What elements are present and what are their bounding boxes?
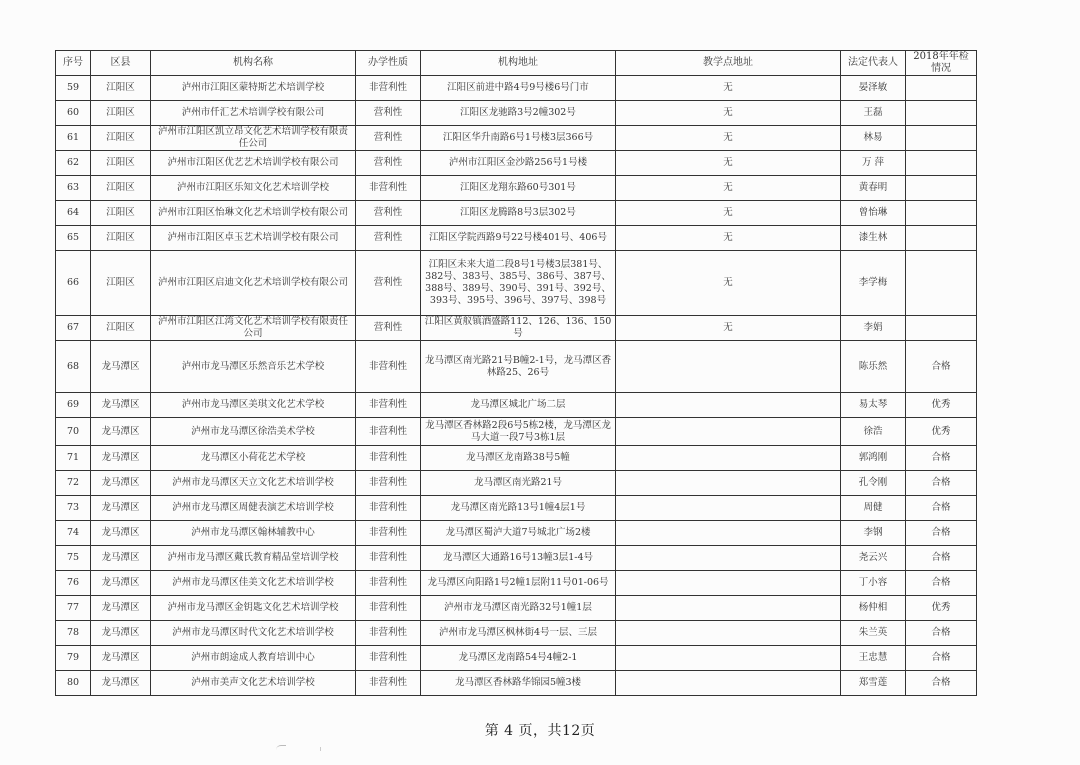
table-row bbox=[56, 596, 977, 621]
table-row bbox=[56, 126, 977, 151]
header-legal-rep: 法定代表人 bbox=[841, 51, 906, 76]
row-annual-check: 优秀 bbox=[906, 596, 977, 621]
row-nature: 营利性 bbox=[356, 251, 421, 316]
row-teaching-site: 无 bbox=[616, 126, 841, 151]
table-row bbox=[56, 316, 977, 341]
row-teaching-site bbox=[616, 418, 841, 446]
row-nature: 非营利性 bbox=[356, 546, 421, 571]
table-row bbox=[56, 546, 977, 571]
row-nature: 营利性 bbox=[356, 101, 421, 126]
row-legal-rep: 李娟 bbox=[841, 316, 906, 341]
table-header-row bbox=[56, 51, 977, 76]
row-teaching-site: 无 bbox=[616, 251, 841, 316]
row-address: 龙马潭区香林路2段6号5栋2楼，龙马潭区龙马大道一段7号3栋1层 bbox=[421, 418, 616, 446]
row-address: 江阳区前进中路4号9号楼6号门市 bbox=[421, 76, 616, 101]
row-no: 65 bbox=[56, 226, 91, 251]
row-district: 江阳区 bbox=[91, 251, 151, 316]
row-org-name: 泸州市龙马潭区戴氏教育精品堂培训学校 bbox=[151, 546, 356, 571]
row-nature: 非营利性 bbox=[356, 393, 421, 418]
row-district: 龙马潭区 bbox=[91, 496, 151, 521]
row-org-name: 泸州市朗途成人教育培训中心 bbox=[151, 646, 356, 671]
header-district: 区县 bbox=[91, 51, 151, 76]
row-teaching-site bbox=[616, 521, 841, 546]
table-row bbox=[56, 201, 977, 226]
table-row bbox=[56, 393, 977, 418]
row-district: 龙马潭区 bbox=[91, 418, 151, 446]
row-teaching-site bbox=[616, 546, 841, 571]
row-annual-check bbox=[906, 76, 977, 101]
table-row bbox=[56, 341, 977, 393]
row-no: 61 bbox=[56, 126, 91, 151]
row-annual-check: 优秀 bbox=[906, 418, 977, 446]
row-teaching-site bbox=[616, 646, 841, 671]
row-address: 江阳区华升南路6号1号楼3层366号 bbox=[421, 126, 616, 151]
row-annual-check bbox=[906, 226, 977, 251]
header-org-name: 机构名称 bbox=[151, 51, 356, 76]
table-row bbox=[56, 101, 977, 126]
row-address: 龙马潭区南光路21号B幢2-1号，龙马潭区香林路25、26号 bbox=[421, 341, 616, 393]
header-nature: 办学性质 bbox=[356, 51, 421, 76]
row-annual-check bbox=[906, 101, 977, 126]
row-legal-rep: 陈乐然 bbox=[841, 341, 906, 393]
table-row bbox=[56, 251, 977, 316]
row-district: 龙马潭区 bbox=[91, 671, 151, 696]
row-nature: 非营利性 bbox=[356, 76, 421, 101]
row-nature: 非营利性 bbox=[356, 341, 421, 393]
row-legal-rep: 王忠慧 bbox=[841, 646, 906, 671]
row-address: 龙马潭区向阳路1号2幢1层附11号01-06号 bbox=[421, 571, 616, 596]
row-org-name: 泸州市江阳区卓玉艺术培训学校有限公司 bbox=[151, 226, 356, 251]
row-no: 70 bbox=[56, 418, 91, 446]
row-legal-rep: 郭鸿刚 bbox=[841, 446, 906, 471]
row-address: 江阳区黄舣镇酒盛路112、126、136、150号 bbox=[421, 316, 616, 341]
row-legal-rep: 漆生林 bbox=[841, 226, 906, 251]
row-teaching-site: 无 bbox=[616, 151, 841, 176]
row-legal-rep: 王磊 bbox=[841, 101, 906, 126]
row-no: 72 bbox=[56, 471, 91, 496]
row-nature: 营利性 bbox=[356, 316, 421, 341]
row-district: 江阳区 bbox=[91, 201, 151, 226]
row-nature: 非营利性 bbox=[356, 646, 421, 671]
row-no: 80 bbox=[56, 671, 91, 696]
table-row bbox=[56, 226, 977, 251]
row-address: 龙马潭区蜀泸大道7号城北广场2楼 bbox=[421, 521, 616, 546]
row-district: 江阳区 bbox=[91, 101, 151, 126]
row-district: 龙马潭区 bbox=[91, 471, 151, 496]
row-teaching-site: 无 bbox=[616, 101, 841, 126]
row-address: 龙马潭区大通路16号13幢3层1-4号 bbox=[421, 546, 616, 571]
row-teaching-site bbox=[616, 671, 841, 696]
row-no: 67 bbox=[56, 316, 91, 341]
row-teaching-site bbox=[616, 341, 841, 393]
table-row bbox=[56, 176, 977, 201]
row-nature: 非营利性 bbox=[356, 521, 421, 546]
row-org-name: 泸州市江阳区凯立昂文化艺术培训学校有限责任公司 bbox=[151, 126, 356, 151]
row-annual-check bbox=[906, 151, 977, 176]
row-legal-rep: 徐浩 bbox=[841, 418, 906, 446]
row-legal-rep: 杨仲相 bbox=[841, 596, 906, 621]
row-nature: 非营利性 bbox=[356, 446, 421, 471]
row-no: 68 bbox=[56, 341, 91, 393]
row-address: 泸州市江阳区金沙路256号1号楼 bbox=[421, 151, 616, 176]
row-annual-check: 优秀 bbox=[906, 393, 977, 418]
row-address: 龙马潭区南光路21号 bbox=[421, 471, 616, 496]
row-teaching-site bbox=[616, 596, 841, 621]
row-legal-rep: 林易 bbox=[841, 126, 906, 151]
row-legal-rep: 李学梅 bbox=[841, 251, 906, 316]
header-annual-check: 2018年年检情况 bbox=[906, 51, 977, 76]
row-legal-rep: 万 萍 bbox=[841, 151, 906, 176]
row-annual-check: 合格 bbox=[906, 521, 977, 546]
row-nature: 非营利性 bbox=[356, 621, 421, 646]
row-address: 龙马潭区城北广场二层 bbox=[421, 393, 616, 418]
row-org-name: 泸州市龙马潭区乐然音乐艺术学校 bbox=[151, 341, 356, 393]
row-district: 龙马潭区 bbox=[91, 646, 151, 671]
table-row bbox=[56, 621, 977, 646]
row-org-name: 泸州市龙马潭区时代文化艺术培训学校 bbox=[151, 621, 356, 646]
row-no: 62 bbox=[56, 151, 91, 176]
row-district: 龙马潭区 bbox=[91, 446, 151, 471]
row-teaching-site: 无 bbox=[616, 176, 841, 201]
row-no: 71 bbox=[56, 446, 91, 471]
row-no: 59 bbox=[56, 76, 91, 101]
row-annual-check bbox=[906, 176, 977, 201]
row-annual-check bbox=[906, 201, 977, 226]
row-org-name: 泸州市龙马潭区周健表演艺术培训学校 bbox=[151, 496, 356, 521]
row-teaching-site: 无 bbox=[616, 201, 841, 226]
row-district: 龙马潭区 bbox=[91, 393, 151, 418]
row-address: 江阳区龙腾路8号3层302号 bbox=[421, 201, 616, 226]
row-legal-rep: 李钢 bbox=[841, 521, 906, 546]
row-org-name: 泸州市龙马潭区佳美文化艺术培训学校 bbox=[151, 571, 356, 596]
scan-artifact bbox=[276, 745, 286, 750]
row-district: 江阳区 bbox=[91, 126, 151, 151]
row-annual-check bbox=[906, 316, 977, 341]
row-address: 泸州市龙马潭区南光路32号1幢1层 bbox=[421, 596, 616, 621]
row-district: 龙马潭区 bbox=[91, 341, 151, 393]
row-org-name: 泸州市仟汇艺术培训学校有限公司 bbox=[151, 101, 356, 126]
row-nature: 非营利性 bbox=[356, 176, 421, 201]
row-district: 江阳区 bbox=[91, 151, 151, 176]
row-nature: 非营利性 bbox=[356, 418, 421, 446]
row-org-name: 泸州市江阳区优艺艺术培训学校有限公司 bbox=[151, 151, 356, 176]
row-legal-rep: 周健 bbox=[841, 496, 906, 521]
table-row bbox=[56, 521, 977, 546]
row-address: 江阳区未来大道二段8号1号楼3层381号、382号、383号、385号、386号、387号、388号、389号、390号、391号、392号、393号、395号、396号、397号、398号 bbox=[421, 251, 616, 316]
row-legal-rep: 尧云兴 bbox=[841, 546, 906, 571]
row-annual-check: 合格 bbox=[906, 471, 977, 496]
row-district: 龙马潭区 bbox=[91, 521, 151, 546]
row-district: 龙马潭区 bbox=[91, 596, 151, 621]
row-address: 江阳区龙翔东路60号301号 bbox=[421, 176, 616, 201]
row-legal-rep: 丁小容 bbox=[841, 571, 906, 596]
row-nature: 非营利性 bbox=[356, 571, 421, 596]
row-no: 76 bbox=[56, 571, 91, 596]
row-legal-rep: 郑雪莲 bbox=[841, 671, 906, 696]
row-address: 江阳区学院西路9号22号楼401号、406号 bbox=[421, 226, 616, 251]
table-row bbox=[56, 496, 977, 521]
row-org-name: 泸州市江阳区蒙特斯艺术培训学校 bbox=[151, 76, 356, 101]
table-row bbox=[56, 76, 977, 101]
row-no: 66 bbox=[56, 251, 91, 316]
row-no: 74 bbox=[56, 521, 91, 546]
row-legal-rep: 朱兰英 bbox=[841, 621, 906, 646]
registration-table bbox=[55, 50, 977, 696]
row-address: 龙马潭区南光路13号1幢4层1号 bbox=[421, 496, 616, 521]
row-address: 江阳区龙驰路3号2幢302号 bbox=[421, 101, 616, 126]
row-annual-check bbox=[906, 126, 977, 151]
row-org-name: 泸州市龙马潭区徐浩美术学校 bbox=[151, 418, 356, 446]
table-row bbox=[56, 571, 977, 596]
row-no: 79 bbox=[56, 646, 91, 671]
row-teaching-site bbox=[616, 393, 841, 418]
row-nature: 营利性 bbox=[356, 151, 421, 176]
row-no: 64 bbox=[56, 201, 91, 226]
header-teaching-site: 教学点地址 bbox=[616, 51, 841, 76]
row-district: 龙马潭区 bbox=[91, 621, 151, 646]
row-teaching-site bbox=[616, 571, 841, 596]
table-row bbox=[56, 418, 977, 446]
row-annual-check: 合格 bbox=[906, 546, 977, 571]
scan-artifact bbox=[320, 747, 321, 751]
row-org-name: 泸州市龙马潭区金钥匙文化艺术培训学校 bbox=[151, 596, 356, 621]
row-teaching-site bbox=[616, 621, 841, 646]
row-annual-check: 合格 bbox=[906, 341, 977, 393]
header-address: 机构地址 bbox=[421, 51, 616, 76]
row-legal-rep: 黄春明 bbox=[841, 176, 906, 201]
row-no: 75 bbox=[56, 546, 91, 571]
row-district: 江阳区 bbox=[91, 316, 151, 341]
row-teaching-site: 无 bbox=[616, 76, 841, 101]
row-org-name: 泸州市龙马潭区翰林辅教中心 bbox=[151, 521, 356, 546]
row-district: 江阳区 bbox=[91, 76, 151, 101]
row-annual-check: 合格 bbox=[906, 446, 977, 471]
row-teaching-site bbox=[616, 471, 841, 496]
row-address: 泸州市龙马潭区枫林街4号一层、三层 bbox=[421, 621, 616, 646]
row-annual-check: 合格 bbox=[906, 671, 977, 696]
row-org-name: 龙马潭区小荷花艺术学校 bbox=[151, 446, 356, 471]
row-nature: 营利性 bbox=[356, 201, 421, 226]
row-annual-check bbox=[906, 251, 977, 316]
row-org-name: 泸州市龙马潭区美琪文化艺术学校 bbox=[151, 393, 356, 418]
table-row bbox=[56, 671, 977, 696]
row-legal-rep: 晏泽敏 bbox=[841, 76, 906, 101]
row-no: 78 bbox=[56, 621, 91, 646]
row-no: 60 bbox=[56, 101, 91, 126]
row-no: 69 bbox=[56, 393, 91, 418]
row-no: 77 bbox=[56, 596, 91, 621]
row-address: 龙马潭区龙南路54号4幢2-1 bbox=[421, 646, 616, 671]
row-legal-rep: 曾怡琳 bbox=[841, 201, 906, 226]
row-address: 龙马潭区龙南路38号5幢 bbox=[421, 446, 616, 471]
row-address: 龙马潭区香林路华锦园5幢3楼 bbox=[421, 671, 616, 696]
row-nature: 非营利性 bbox=[356, 596, 421, 621]
row-org-name: 泸州市江阳区乐知文化艺术培训学校 bbox=[151, 176, 356, 201]
row-teaching-site bbox=[616, 496, 841, 521]
row-org-name: 泸州市美声文化艺术培训学校 bbox=[151, 671, 356, 696]
row-no: 73 bbox=[56, 496, 91, 521]
row-district: 江阳区 bbox=[91, 226, 151, 251]
row-nature: 营利性 bbox=[356, 226, 421, 251]
row-org-name: 泸州市龙马潭区天立文化艺术培训学校 bbox=[151, 471, 356, 496]
row-legal-rep: 易太琴 bbox=[841, 393, 906, 418]
row-nature: 非营利性 bbox=[356, 496, 421, 521]
row-district: 江阳区 bbox=[91, 176, 151, 201]
row-teaching-site: 无 bbox=[616, 226, 841, 251]
row-nature: 非营利性 bbox=[356, 671, 421, 696]
row-org-name: 泸州市江阳区启迪文化艺术培训学校有限公司 bbox=[151, 251, 356, 316]
table-row bbox=[56, 446, 977, 471]
row-district: 龙马潭区 bbox=[91, 571, 151, 596]
row-annual-check: 合格 bbox=[906, 621, 977, 646]
table-row bbox=[56, 471, 977, 496]
row-annual-check: 合格 bbox=[906, 496, 977, 521]
row-no: 63 bbox=[56, 176, 91, 201]
row-nature: 营利性 bbox=[356, 126, 421, 151]
table-row bbox=[56, 151, 977, 176]
page-indicator: 第 4 页，共12页 bbox=[484, 723, 596, 739]
row-legal-rep: 孔令刚 bbox=[841, 471, 906, 496]
row-nature: 非营利性 bbox=[356, 471, 421, 496]
row-annual-check: 合格 bbox=[906, 646, 977, 671]
table-row bbox=[56, 646, 977, 671]
row-district: 龙马潭区 bbox=[91, 546, 151, 571]
row-annual-check: 合格 bbox=[906, 571, 977, 596]
row-org-name: 泸州市江阳区怡琳文化艺术培训学校有限公司 bbox=[151, 201, 356, 226]
row-org-name: 泸州市江阳区江湾文化艺术培训学校有限责任公司 bbox=[151, 316, 356, 341]
row-teaching-site bbox=[616, 446, 841, 471]
header-no: 序号 bbox=[56, 51, 91, 76]
row-teaching-site: 无 bbox=[616, 316, 841, 341]
